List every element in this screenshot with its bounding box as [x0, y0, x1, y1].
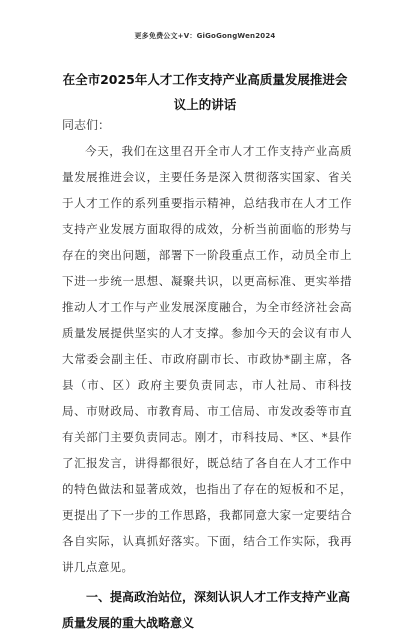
- document-title: 在全市2025年人才工作支持产业高质量发展推进会议上的讲话: [62, 72, 348, 112]
- salutation: 同志们：: [62, 118, 111, 132]
- header-note: 更多免费公文+V：GiGoGongWen2024: [134, 32, 276, 40]
- section-heading: 一、提高政治站位，深刻认识人才工作支持产业高质量发展的重大战略意义: [62, 590, 351, 630]
- body-paragraph: 今天，我们在这里召开全市人才工作支持产业高质量发展推进会议，主要任务是深入贯彻落实国家、省关于人才工作的系列重要指示精神，总结我市在人才工作支持产业发展方面取得的成效，分析当前面临的形势与存在的突出问题，部署下一阶段重点工作，动员全市上下进一步统一思想、凝聚共识，以更高标准、更实举措推动人才工作与产业发展深度融合，为全市经济社会高质量发展提供坚实的人才支撑。参加今天的会议有市人大常委会副主任、市政府副市长、市政协*副主席，各县（市、区）政府主要负责同志，市人社局、市科技局、市财政局、市教育局、市工信局、市发改委等市直有关部门主要负责同志。刚才，市科技局、*区、*县作了汇报发言，讲得都很好，既总结了各自在人才工作中的特色做法和显著成效，也指出了存在的短板和不足，更提出了下一步的工作思路，我都同意大家一定要结合各自实际，认真抓好落实。下面，结合工作实际，我再讲几点意见。: [62, 144, 352, 574]
- document-body: [62, 112, 352, 636]
